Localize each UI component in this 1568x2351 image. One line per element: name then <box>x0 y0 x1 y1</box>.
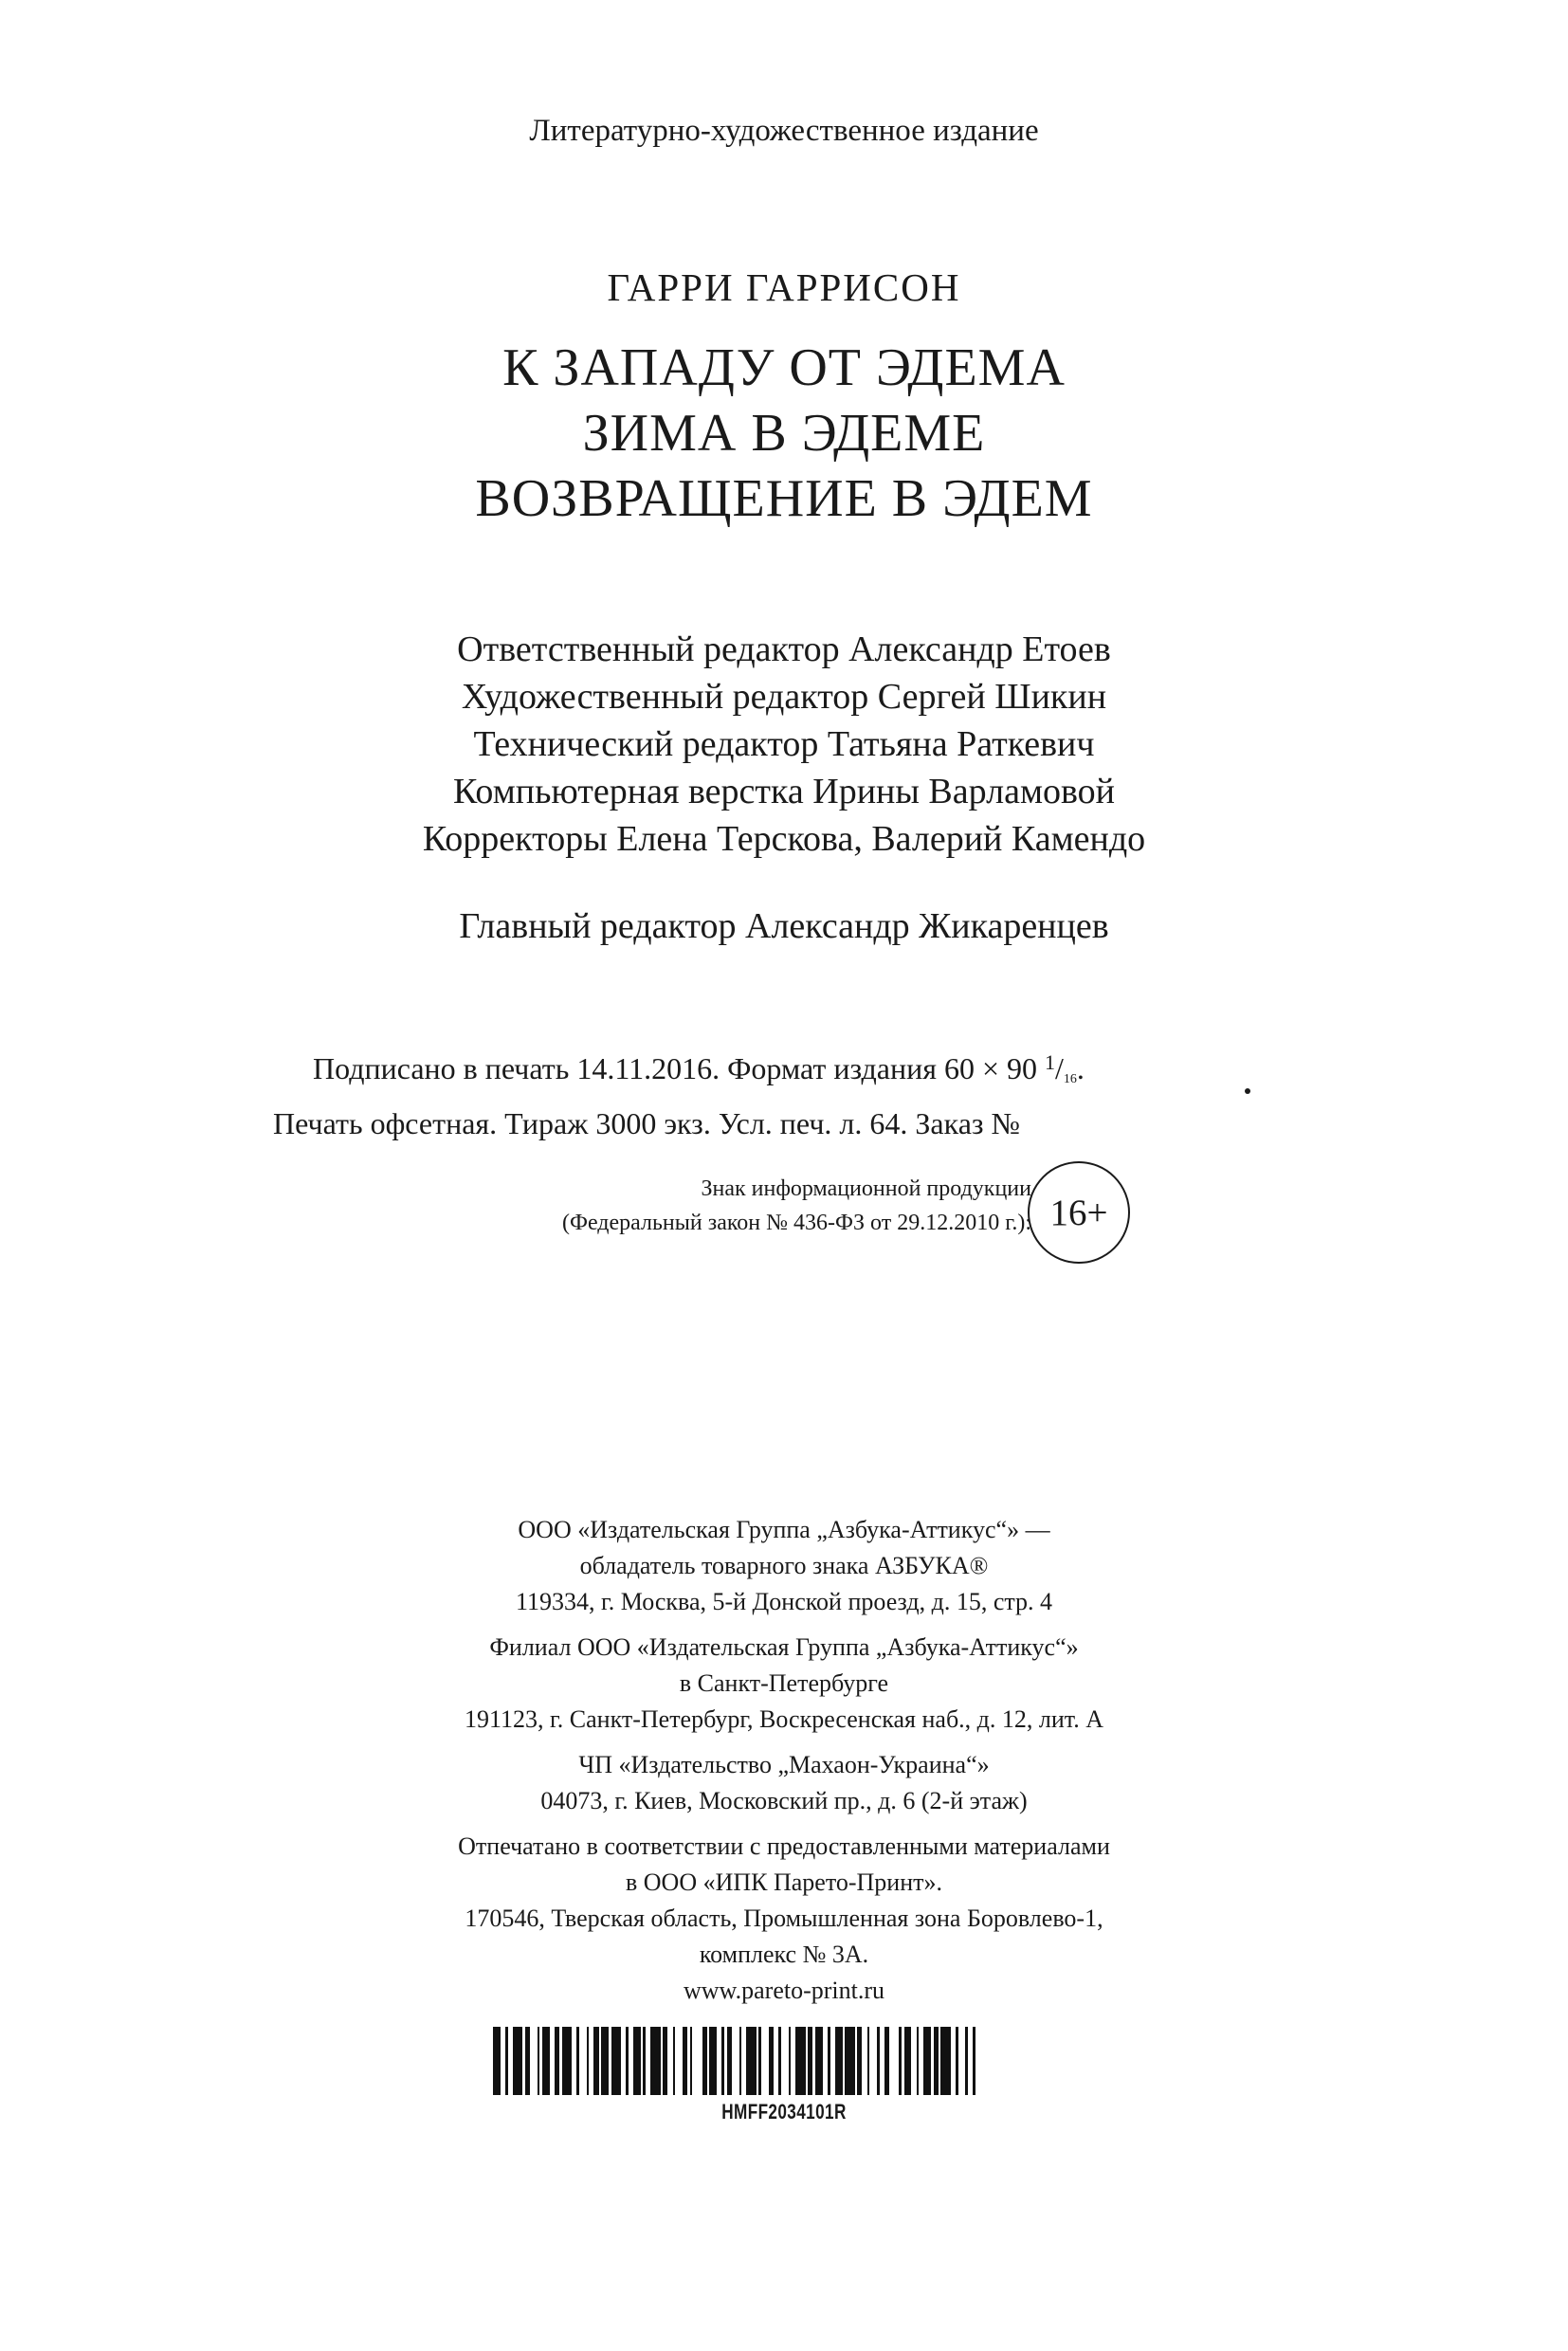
info-sign-law: (Федеральный закон № 436-ФЗ от 29.12.2010 г.): <box>561 1211 1031 1235</box>
publisher-line: Филиал ООО «Издательская Группа „Азбука-Аттикус“» <box>489 1633 1079 1661</box>
age-rating-badge: 16+ <box>1028 1161 1130 1264</box>
credits-list <box>0 626 1568 863</box>
credit-line: Компьютерная верстка Ирины Варламовой <box>452 772 1116 811</box>
book-title: ЗИМА В ЭДЕМЕ <box>582 404 986 463</box>
barcode-bar <box>709 2027 717 2095</box>
publisher-entry <box>0 1512 1568 1620</box>
print-info <box>273 1041 1261 1145</box>
book-title: ВОЗВРАЩЕНИЕ В ЭДЕМ <box>475 469 1093 528</box>
barcode-space <box>692 2027 702 2095</box>
barcode-bar <box>923 2027 931 2095</box>
barcode-bar <box>601 2027 609 2095</box>
barcode-bar <box>611 2027 621 2095</box>
publisher-entry <box>0 1630 1568 1738</box>
credit-line: Ответственный редактор Александр Етоев <box>457 629 1111 669</box>
barcode-bar <box>795 2027 805 2095</box>
printer-line: комплекс № 3А. <box>699 1941 869 1968</box>
publisher-line: ООО «Издательская Группа „Азбука-Аттикус“» — <box>518 1516 1050 1543</box>
stray-dot <box>1245 1088 1250 1094</box>
publisher-line: 191123, г. Санкт-Петербург, Воскресенская наб., д. 12, лит. А <box>465 1705 1103 1733</box>
info-sign-line: Знак информационной продукции <box>701 1176 1031 1201</box>
author-name: ГАРРИ ГАРРИСОН <box>607 265 961 309</box>
barcode-bar <box>904 2027 912 2095</box>
barcode-bar <box>835 2027 843 2095</box>
printer-line: Отпечатано в соответствии с предоставленными материалами <box>458 1832 1110 1860</box>
barcode-space <box>869 2027 877 2095</box>
barcode-space <box>732 2027 739 2095</box>
book-title: К ЗАПАДУ ОТ ЭДЕМА <box>502 338 1066 397</box>
printer-website: www.pareto-print.ru <box>683 1977 885 2004</box>
credit-line: Художественный редактор Сергей Шикин <box>461 677 1107 717</box>
publisher-line: ЧП «Издательство „Махаон-Украина“» <box>578 1751 990 1778</box>
edition-type: Литературно-художественное издание <box>529 114 1039 148</box>
barcode-space <box>958 2027 966 2095</box>
barcode-space <box>975 2027 983 2095</box>
barcode-bar <box>940 2027 950 2095</box>
barcode-bar <box>650 2027 660 2095</box>
barcode-space <box>675 2027 683 2095</box>
barcode-bar <box>542 2027 550 2095</box>
barcode-bar <box>746 2027 756 2095</box>
printer-line: в ООО «ИПК Парето-Принт». <box>625 1868 942 1896</box>
barcode-bar <box>562 2027 572 2095</box>
barcode-space <box>889 2027 899 2095</box>
barcode-bar <box>845 2027 854 2095</box>
print-info-line-2: Печать офсетная. Тираж 3000 экз. Усл. печ. л. 64. Заказ № <box>273 1106 1021 1140</box>
barcode-bar <box>513 2027 522 2095</box>
publishers-block <box>0 1512 1568 2018</box>
publisher-line: в Санкт-Петербурге <box>679 1669 889 1697</box>
info-sign <box>368 1172 1031 1240</box>
barcode-label: HMFF2034101R <box>721 2100 847 2123</box>
publisher-line: обладатель товарного знака АЗБУКА® <box>579 1552 989 1579</box>
barcode-space <box>579 2027 587 2095</box>
format-denominator: 16 <box>1063 1072 1077 1086</box>
barcode-bar <box>633 2027 641 2095</box>
publisher-line: 119334, г. Москва, 5-й Донской проезд, д. 15, стр. 4 <box>515 1588 1053 1615</box>
barcode-bar <box>815 2027 823 2095</box>
print-info-text: Подписано в печать 14.11.2016. Формат издания 60 × 90 <box>313 1051 1038 1085</box>
barcode <box>493 2027 1062 2095</box>
credit-line: Корректоры Елена Терскова, Валерий Камендо <box>422 819 1146 859</box>
barcode-space <box>781 2027 789 2095</box>
printer-line: 170546, Тверская область, Промышленная зона Боровлево-1, <box>465 1904 1103 1932</box>
barcode-bar <box>493 2027 501 2095</box>
printer-entry <box>0 1829 1568 2009</box>
book-titles <box>0 336 1568 532</box>
barcode-space <box>761 2027 769 2095</box>
barcode-space <box>530 2027 538 2095</box>
publisher-entry <box>0 1747 1568 1819</box>
publisher-line: 04073, г. Киев, Московский пр., д. 6 (2-й этаж) <box>540 1787 1028 1814</box>
format-numerator: 1 <box>1045 1050 1056 1074</box>
credit-line: Технический редактор Татьяна Раткевич <box>473 724 1095 764</box>
print-info-line-1: Подписано в печать 14.11.2016. Формат издания 60 × 90 $^1$/16. <box>313 1050 1085 1086</box>
chief-editor: Главный редактор Александр Жикаренцев <box>459 906 1109 946</box>
